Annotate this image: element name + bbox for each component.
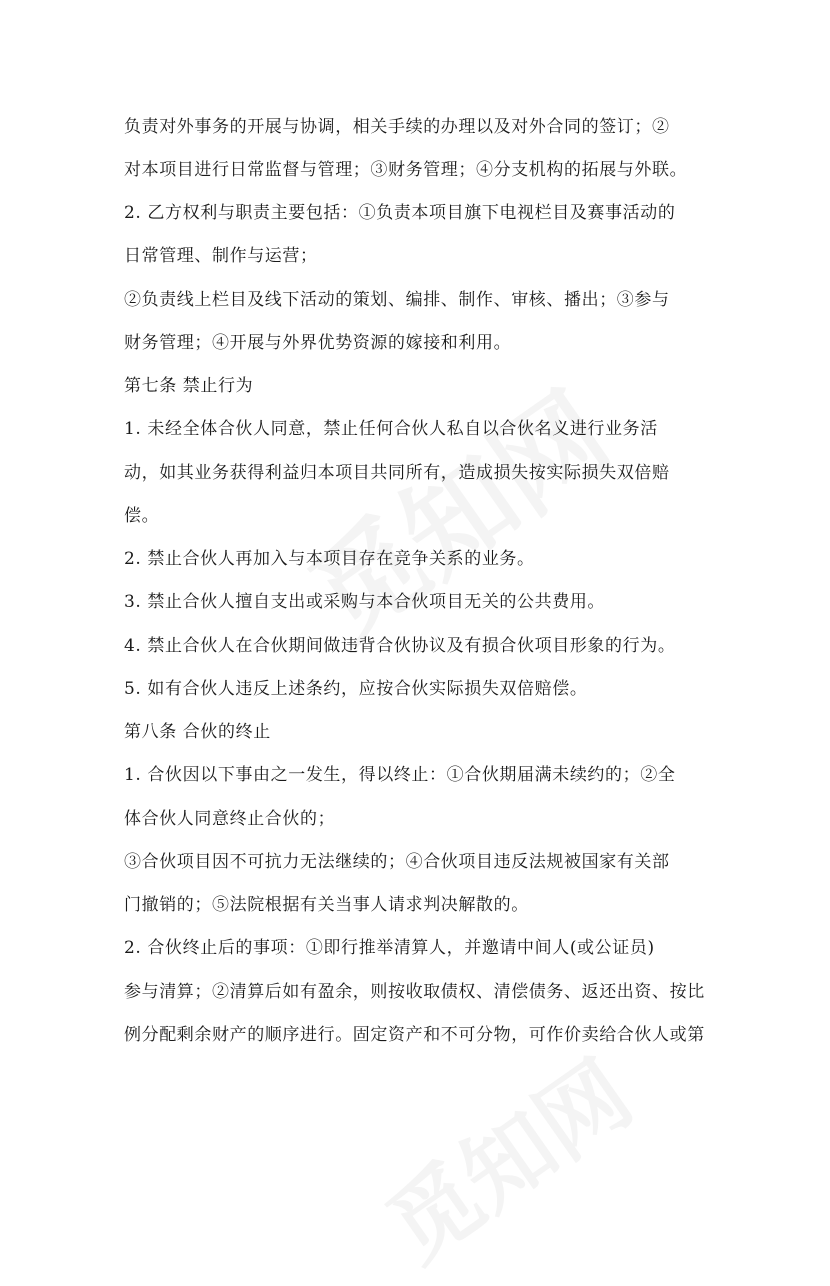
text-line: 对本项目进行日常监督与管理；③财务管理；④分支机构的拓展与外联。 [124, 160, 688, 180]
text-line: 1. 合伙因以下事由之一发生，得以终止：①合伙期届满未续约的；②全 [124, 765, 676, 785]
text-line: 门撤销的；⑤法院根据有关当事人请求判决解散的。 [124, 895, 529, 915]
text-line: 2. 乙方权利与职责主要包括：①负责本项目旗下电视栏目及赛事活动的 [124, 203, 676, 223]
text-line: 参与清算；②清算后如有盈余，则按收取债权、清偿债务、返还出资、按比 [124, 982, 705, 1002]
text-line: ③合伙项目因不可抗力无法继续的；④合伙项目违反法规被国家有关部 [124, 852, 670, 872]
text-line: 2. 合伙终止后的事项：①即行推举清算人，并邀请中间人(或公证员) [124, 938, 655, 958]
text-line: 负责对外事务的开展与协调，相关手续的办理以及对外合同的签订；② [124, 117, 670, 137]
text-line: ②负责线上栏目及线下活动的策划、编排、制作、审核、播出；③参与 [124, 290, 670, 310]
text-line: 3. 禁止合伙人擅自支出或采购与本合伙项目无关的公共费用。 [124, 592, 606, 612]
text-line: 5. 如有合伙人违反上述条约，应按合伙实际损失双倍赔偿。 [124, 679, 588, 699]
text-line: 财务管理；④开展与外界优势资源的嫁接和利用。 [124, 333, 512, 353]
section-heading: 第七条 禁止行为 [124, 376, 254, 396]
text-line: 4. 禁止合伙人在合伙期间做违背合伙协议及有损合伙项目形象的行为。 [124, 636, 676, 656]
text-line: 动，如其业务获得利益归本项目共同所有，造成损失按实际损失双倍赔 [124, 463, 670, 483]
text-line: 例分配剩余财产的顺序进行。固定资产和不可分物，可作价卖给合伙人或第 [124, 1025, 705, 1045]
text-line: 日常管理、制作与运营； [124, 246, 318, 266]
section-heading: 第八条 合伙的终止 [124, 722, 271, 742]
text-line: 体合伙人同意终止合伙的； [124, 809, 336, 829]
text-line: 2. 禁止合伙人再加入与本项目存在竞争关系的业务。 [124, 549, 535, 569]
text-line: 1. 未经全体合伙人同意，禁止任何合伙人私自以合伙名义进行业务活 [124, 419, 658, 439]
text-line: 偿。 [124, 506, 160, 526]
watermark [357, 1024, 653, 1285]
